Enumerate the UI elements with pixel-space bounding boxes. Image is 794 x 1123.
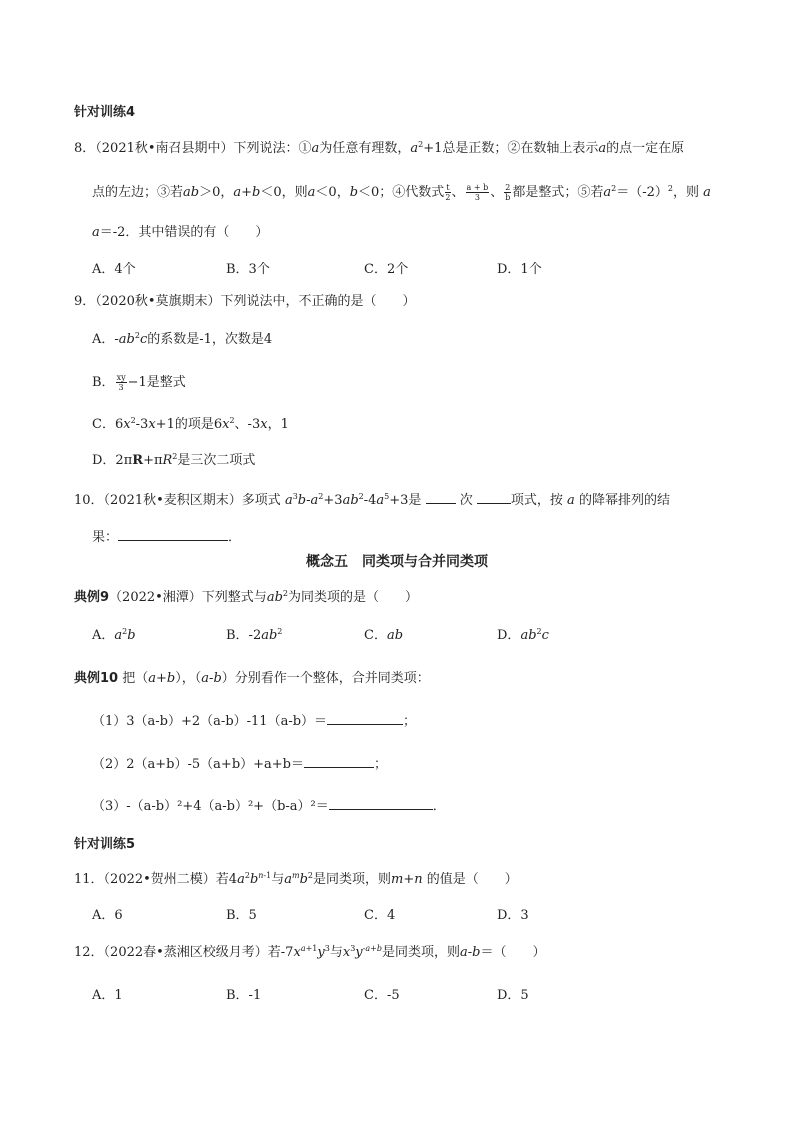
- fraction-xy-over-3: $\frac{xy}{3}$: [116, 373, 126, 392]
- example-10-part1: （1）3（a-b）+2（a-b）-11（a-b）＝ ；: [92, 714, 417, 729]
- section-concept5-title: 概念五 同类项与合并同类项: [306, 554, 488, 570]
- q12-option-d: D．5: [497, 988, 529, 1003]
- question-10-line2: 果： ．: [92, 530, 242, 545]
- example-9-head: 典例9（2022•湘潭）下列整式与$ab^2$为同类项的是（ ）: [74, 589, 418, 605]
- ex9-option-c: C．ab: [364, 628, 404, 643]
- q8-option-a: A．4个: [92, 262, 136, 277]
- q11-option-c: C．4: [364, 908, 396, 923]
- q8-option-d: D．1个: [497, 262, 542, 277]
- question-9-head: 9．（2020秋•莫旗期末）下列说法中，不正确的是（ ）: [74, 294, 416, 309]
- question-8-line3: a＝-2．其中错误的有（ ）: [92, 225, 269, 240]
- example-10-head: 典例10 把（a+b），（a-b）分别看作一个整体，合并同类项：: [74, 671, 430, 686]
- q9-option-b: B． $\frac{xy}{3}$ −1是整式: [92, 373, 186, 392]
- question-8-line2: 点的左边；③若ab＞0，a+b＜0，则a＜0，b＜0；④代数式 $\frac{t}{2}$ 、 $\frac{a + b}{3}$ 、 $\frac{2}{b}$ 都是整式；⑤若$a^2=(-2)^2$，则 a: [92, 183, 711, 202]
- fraction-2-over-b: $\frac{2}{b}$: [505, 183, 511, 202]
- ex9-option-a: A．$a^2b$: [92, 627, 136, 643]
- section-training5: 针对训练5: [74, 837, 136, 852]
- q12-option-a: A．1: [92, 988, 123, 1003]
- section-training4: 针对训练4: [74, 105, 136, 120]
- q11-option-b: B．5: [226, 908, 257, 923]
- q8-option-c: C．2个: [364, 262, 409, 277]
- ex9-option-b: B．$-2ab^2$: [226, 627, 283, 643]
- blank-arranged-result[interactable]: [118, 528, 228, 541]
- blank-part2[interactable]: [304, 755, 374, 768]
- q9-option-a: A．$-ab^2c$的系数是-1，次数是4: [92, 331, 273, 347]
- example-10-part3: （3）-（a-b）²+4（a-b）²+（b-a）²＝ ．: [92, 799, 446, 814]
- fraction-t-over-2: $\frac{t}{2}$: [445, 183, 451, 202]
- question-10-line1: 10．（2021秋•麦积区期末）多项式 $a^3b-a^2+3ab^2-4a^5+3$是 次 项式，按 a 的降幂排列的结: [74, 492, 670, 508]
- question-11-head: 11．（2022•贺州二模）若$4a^2b^{n-1}$与$a^mb^2$是同类项，则m+n 的值是（ ）: [74, 871, 518, 887]
- blank-part3[interactable]: [329, 797, 433, 810]
- q11-option-d: D．3: [497, 908, 529, 923]
- q8-option-b: B．3个: [226, 262, 270, 277]
- ex9-option-d: D．$ab^2c$: [497, 627, 549, 643]
- q12-option-b: B．-1: [226, 988, 262, 1003]
- blank-degree[interactable]: [426, 491, 456, 504]
- q9-option-c: C．$6x^2-3x+1$的项是$6x^2$、-3x，1: [92, 416, 289, 432]
- q11-option-a: A．6: [92, 908, 123, 923]
- question-12-head: 12．（2022春•蒸湘区校级月考）若$-7x^{a+1}y^3$与$x^3y^{-a+b}$是同类项，则a-b＝（ ）: [74, 944, 546, 960]
- blank-part1[interactable]: [327, 712, 403, 725]
- fraction-a-plus-b-over-3: $\frac{a + b}{3}$: [466, 183, 489, 202]
- q12-option-c: C．-5: [364, 988, 400, 1003]
- example-10-part2: （2）2（a+b）-5（a+b）+a+b＝ ；: [92, 757, 388, 772]
- question-8-line1: 8．（2021秋•南召县期中）下列说法：①a为任意有理数，$a^2+1$总是正数；②在数轴上表示a的点一定在原: [74, 140, 685, 156]
- blank-term-count[interactable]: [477, 491, 511, 504]
- q9-option-d: D．$2\pi R+\pi R^2$是三次二项式: [92, 452, 256, 468]
